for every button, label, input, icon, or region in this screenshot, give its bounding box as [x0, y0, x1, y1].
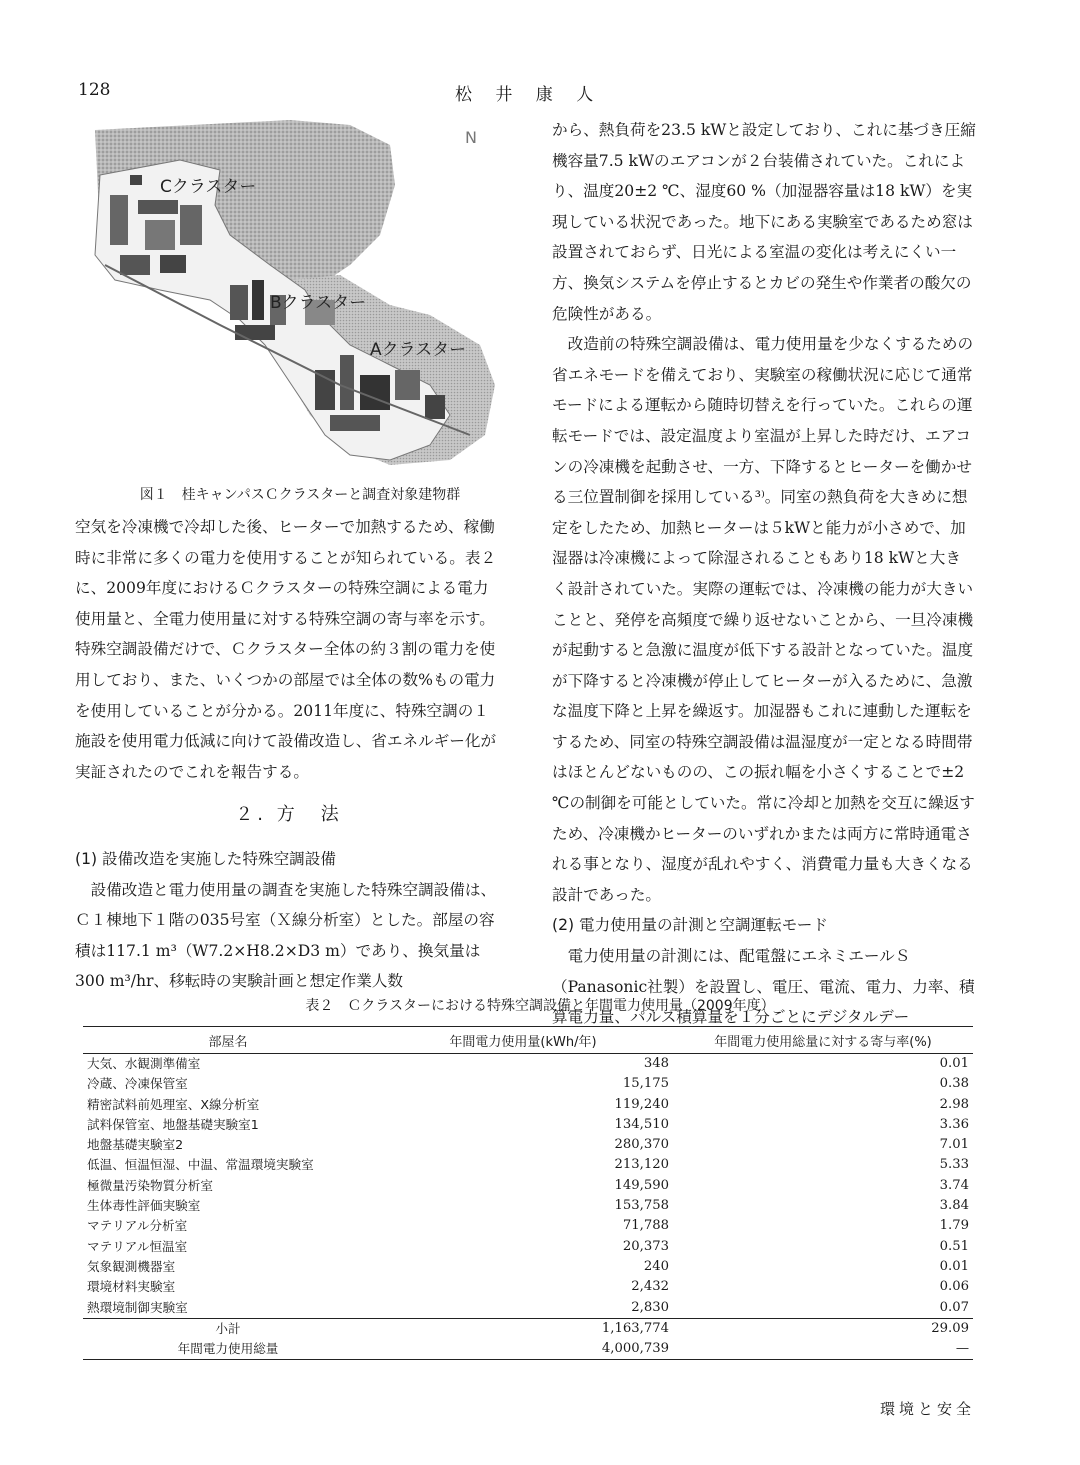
table-row [83, 1054, 973, 1075]
usage-cell: 119,240 [614, 1096, 669, 1112]
subheading-2: (2) 電力使用量の計測と空調運転モード [552, 916, 828, 935]
header-annual-usage: 年間電力使用量(kWh/年) [373, 1027, 673, 1054]
subheading-1: (1) 設備改造を実施した特殊空調設備 [75, 850, 336, 868]
table-row [83, 1176, 973, 1196]
room-name-cell: 冷蔵、冷凍保管室 [87, 1076, 188, 1092]
ratio-cell: 0.07 [939, 1299, 969, 1315]
total-usage: 4,000,739 [373, 1339, 673, 1360]
table-row [83, 1095, 973, 1115]
left-column-lower [75, 844, 503, 997]
usage-cell: 149,590 [614, 1177, 669, 1193]
table-row [83, 1155, 973, 1175]
room-name-cell: マテリアル分析室 [87, 1218, 188, 1234]
right-column [552, 115, 976, 1033]
usage-cell: 134,510 [614, 1116, 669, 1132]
subtotal-ratio: 29.09 [673, 1318, 973, 1339]
room-name-cell: 極微量汚染物質分析室 [87, 1177, 213, 1193]
table-row [83, 1196, 973, 1216]
room-name-cell: 熱環境制御実験室 [87, 1299, 188, 1315]
page-number: 128 [78, 80, 111, 100]
ratio-cell: 1.79 [939, 1218, 969, 1234]
usage-cell: 280,370 [614, 1137, 669, 1153]
usage-cell: 15,175 [622, 1076, 669, 1092]
usage-cell: 2,830 [631, 1299, 669, 1315]
table-row [83, 1277, 973, 1297]
left-paragraph-2: 設備改造と電力使用量の調査を実施した特殊空調設備は、Ｃ１棟地下１階の035号室（Ｘ線分析室）とした。部屋の容積は117.1 m³（W7.2×H8.2×D3 m）であり、換気量は300 m³/hr、移転時の実験計画と想定作業人数 [75, 880, 497, 991]
section-heading-methods: ２. 方 法 [235, 804, 343, 825]
subtotal-usage: 1,163,774 [373, 1318, 673, 1339]
total-label: 年間電力使用総量 [83, 1339, 373, 1360]
right-paragraph-1: から、熱負荷を23.5 kWと設定しており、これに基づき圧縮機容量7.5 kWのエアコンが２台装備されていた。これにより、温度20±2 ℃、湿度60 %（加湿器容量は18 kW）を実現している状況であった。地下にある実験室であるため窓は設置されておらず、日光による室温の変化は考えにくい一方、換気システムを停止するとカビの発生や作業者の酸欠の危険性がある。 [552, 121, 976, 323]
room-name-cell: 試料保管室、地盤基礎実験室1 [87, 1116, 259, 1132]
ratio-cell: 0.38 [939, 1076, 969, 1092]
ratio-cell: 3.74 [939, 1177, 969, 1193]
room-name-cell: 環境材料実験室 [87, 1279, 176, 1295]
ratio-cell: 0.06 [939, 1279, 969, 1295]
ratio-cell: 0.01 [939, 1258, 969, 1274]
ratio-cell: 0.51 [939, 1238, 969, 1254]
room-name-cell: 精密試料前処理室、X線分析室 [87, 1096, 260, 1112]
subtotal-label: 小計 [83, 1318, 373, 1339]
usage-cell: 213,120 [614, 1157, 669, 1173]
c-cluster-label: Cクラスター [160, 177, 257, 197]
usage-cell: 20,373 [622, 1238, 669, 1254]
table-row [83, 1257, 973, 1277]
right-paragraph-2: 改造前の特殊空調設備は、電力使用量を少なくするための省エネモードを備えており、実験室の稼働状況に応じて通常モードによる運転から随時切替えを行っていた。これらの運転モードでは、設定温度より室温が上昇した時だけ、エアコンの冷凍機を起動させ、一方、下降するとヒーターを働かせる三位置制御を採用している³⁾。同室の熱負荷を大きめに想定をしたため、加熱ヒーターは５kWと能力が小さめで、加湿器は冷凍機によって除湿されることもあり18 kWと大きく設計されていた。実際の運転では、冷凍機の能力が大きいことと、発停を高頻度で繰り返せないことから、一旦冷凍機が起動すると急激に温度が低下する設計となっていた。温度が下降すると冷凍機が停止してヒーターが入るために、急激な温度下降と上昇を繰返す。加湿器もこれに連動した運転をするため、同室の特殊空調設備は温湿度が一定となる時間帯はほとんどないものの、この振れ幅を小さくすることで±2 ℃の制御を可能としていた。常に冷却と加熱を交互に繰返すため、冷凍機かヒーターのいずれかまたは両方に常時通電される事となり、湿度が乱れやすく、消費電力量も大きくなる設計であった。 [552, 335, 975, 904]
a-cluster-label: Aクラスター [370, 340, 467, 360]
table-row [83, 1074, 973, 1094]
running-title-author: 松 井 康 人 [455, 85, 603, 105]
table-row [83, 1216, 973, 1236]
left-column-upper [75, 512, 503, 787]
usage-cell: 348 [643, 1056, 669, 1071]
header-contribution-ratio: 年間電力使用総量に対する寄与率(%) [673, 1027, 973, 1054]
right-paragraph-3: 電力使用量の計測には、配電盤にエネミエールＳ（Panasonic社製）を設置し、電圧、電流、電力、力率、積算電力量、パルス積算量を１分ごとにデジタルデー [552, 947, 975, 1027]
ratio-cell: 5.33 [939, 1157, 969, 1173]
campus-map-figure [90, 115, 505, 470]
room-name-cell: マテリアル恒温室 [87, 1238, 188, 1254]
figure-caption: 図１ 桂キャンパスＣクラスターと調査対象建物群 [139, 487, 461, 503]
ratio-cell: 3.36 [939, 1116, 969, 1132]
usage-cell: 240 [643, 1258, 669, 1274]
subtotal-row [83, 1318, 973, 1339]
room-name-cell: 気象観測機器室 [87, 1258, 176, 1274]
ratio-cell: 0.01 [939, 1056, 969, 1071]
table-caption: 表２ Ｃクラスターにおける特殊空調設備と年間電力使用量（2009年度） [305, 998, 775, 1014]
table-row [83, 1237, 973, 1257]
table-row [83, 1135, 973, 1155]
table-body [83, 1054, 973, 1319]
table-header-row [83, 1027, 973, 1054]
north-mark: N [465, 128, 477, 147]
room-name-cell: 大気、水観測準備室 [87, 1056, 201, 1071]
b-cluster-label: Bクラスター [270, 293, 367, 313]
room-name-cell: 低温、恒温恒湿、中温、常温環境実験室 [87, 1157, 314, 1173]
usage-cell: 2,432 [631, 1279, 669, 1295]
table-row [83, 1298, 973, 1319]
total-row [83, 1339, 973, 1360]
usage-cell: 71,788 [622, 1218, 669, 1234]
ratio-cell: 7.01 [939, 1137, 969, 1153]
left-paragraph-1: 空気を冷凍機で冷却した後、ヒーターで加熱するため、稼働時に非常に多くの電力を使用することが知られている。表２に、2009年度におけるＣクラスターの特殊空調による電力使用量と、全電力使用量に対する特殊空調の寄与率を示す。特殊空調設備だけで、Ｃクラスター全体の約３割の電力を使用しており、また、いくつかの部屋では全体の数%もの電力を使用していることが分かる。2011年度に、特殊空調の１施設を使用電力低減に向けて設備改造し、省エネルギー化が実証されたのでこれを報告する。 [75, 518, 497, 781]
header-room-name: 部屋名 [83, 1027, 373, 1054]
energy-usage-table [83, 1026, 973, 1360]
total-ratio: — [673, 1339, 973, 1360]
table-row [83, 1115, 973, 1135]
ratio-cell: 2.98 [939, 1096, 969, 1112]
usage-cell: 153,758 [614, 1198, 669, 1214]
ratio-cell: 3.84 [939, 1198, 969, 1214]
room-name-cell: 生体毒性評価実験室 [87, 1198, 201, 1214]
journal-footer: 環境と安全 [880, 1400, 976, 1418]
room-name-cell: 地盤基礎実験室2 [87, 1137, 184, 1153]
